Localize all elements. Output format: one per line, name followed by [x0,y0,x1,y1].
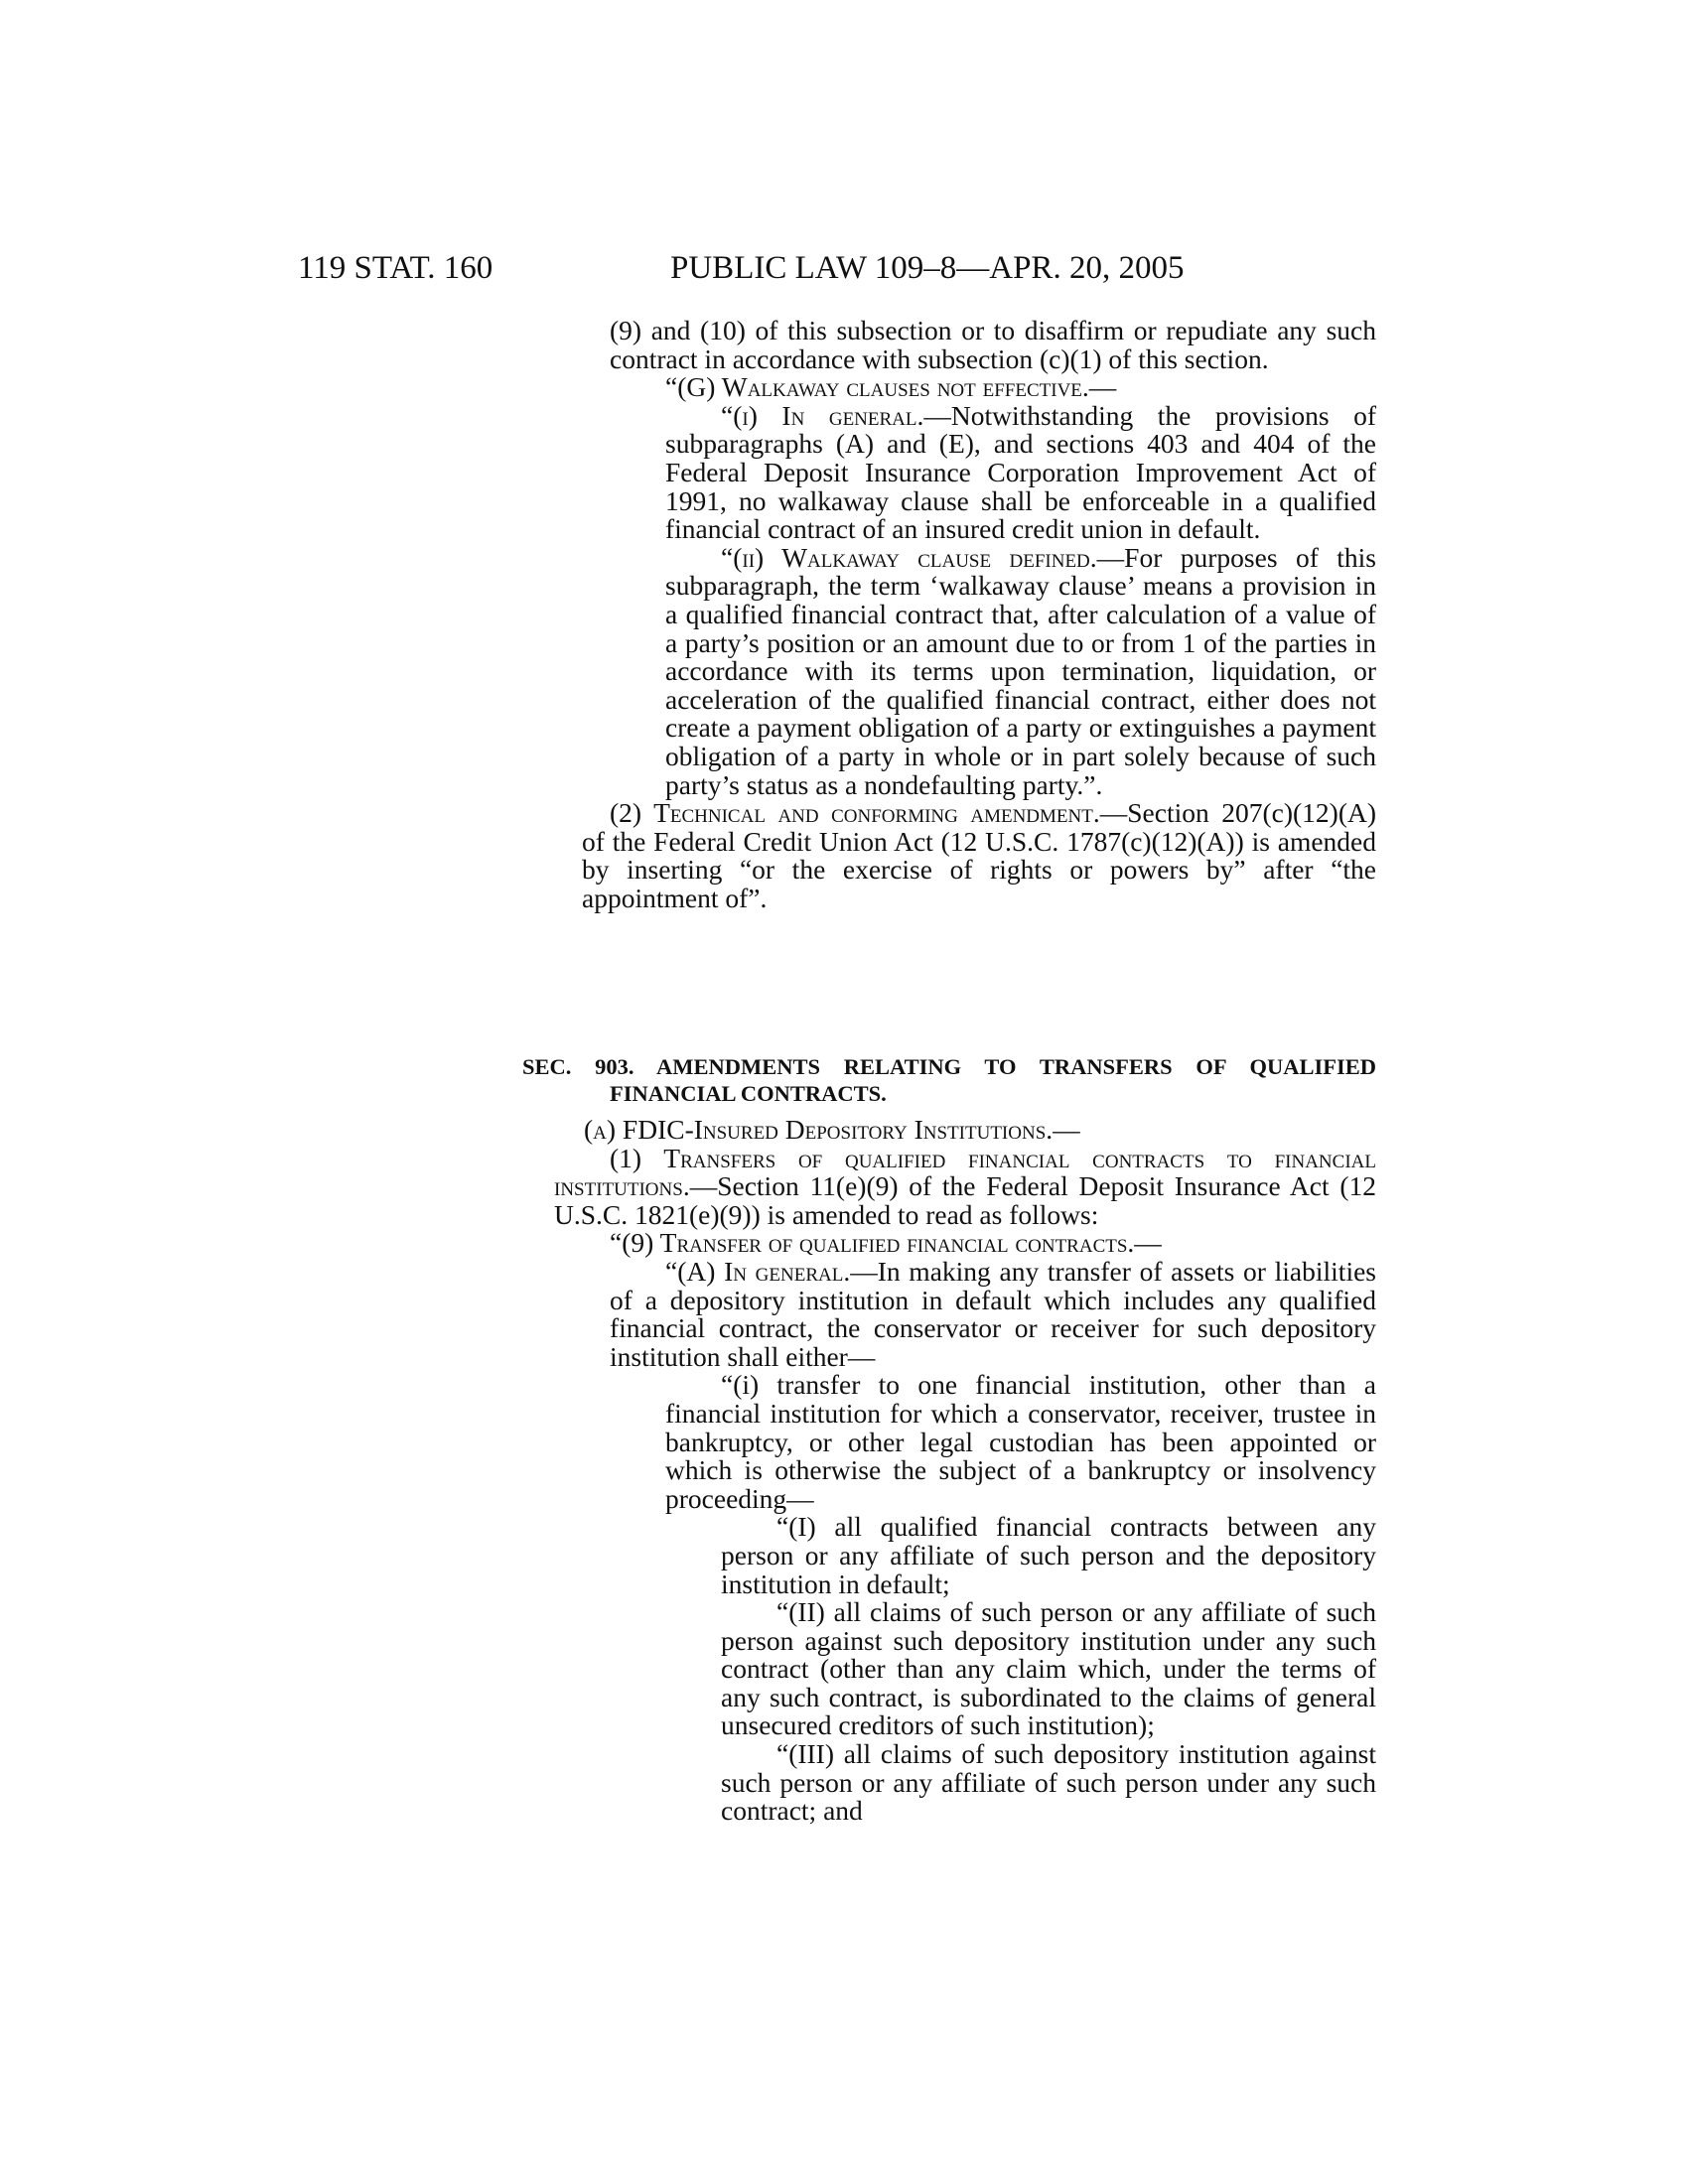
subparagraph-a-text: —In making any transfer of assets or liabilities of a depository institution in default which includes any qualified financial contract, the conservator or receiver for such depository institution shall either— [610,1255,1376,1372]
paragraph-2-heading: (2) Technical and conforming amendment. [610,797,1100,829]
running-title: PUBLIC LAW 109–8—APR. 20, 2005 [670,250,1185,286]
subparagraph-a-heading: “(A) In general. [665,1255,851,1287]
paragraph-9-heading [554,1229,1376,1258]
paragraph-1 [554,1142,1376,1230]
section-heading-line-2: FINANCIAL CONTRACTS. [610,1081,887,1106]
clause-i-text: —Notwithstanding the provisions of subparagraphs (A) and (E), and sections 403 and 404 of the Federal Deposit Insurance Corporation Improvement Act of 1991, no walkaway clause shall be enforceable in a qualified financial contract of an insured credit union in default. [665,399,1376,545]
upper-text-block [582,315,1376,913]
subclause-I: “(I) all qualified financial contracts between any person or any affiliate of such person and the depository institution in default; [721,1511,1376,1599]
subclause-III: “(III) all claims of such depository institution against such person or any affiliate of such person under any such contract; and [721,1738,1376,1827]
clause-ii-text: —For purposes of this subparagraph, the term ‘walkaway clause’ means a provision in a qualified financial contract that, after calculation of a value of a party’s position or an amount due to or from 1 of the parties in accordance with its terms upon termination, liquidation, or acceleration of the qualified financial contract, either does not create a payment obligation of a party or extinguishes a payment obligation of a party in whole or in part solely because of such party’s status as a nondefaulting party.”. [665,541,1376,800]
subsection-a-heading [554,1116,1376,1145]
clause-i-heading: “(i) In general. [721,399,924,431]
clause-i-paragraph [610,399,1376,545]
paragraph-2-text: —Section 207(c)(12)(A) of the Federal Credit Union Act (12 U.S.C. 1787(c)(12)(A)) is amended by inserting “or the exercise of rights or powers by” after “the appointment of”. [582,797,1376,913]
paragraph-1-text: —Section 11(e)(9) of the Federal Deposit Insurance Act (12 U.S.C. 1821(e)(9)) is amended to read as follows: [554,1170,1376,1230]
subparagraph-a [554,1255,1376,1372]
section-heading-line-1: SEC. 903. AMENDMENTS RELATING TO TRANSFERS OF QUALIFIED [522,1054,1376,1079]
clause-i: “(i) transfer to one financial institution, other than a financial institution for which a conservator, receiver, trustee in bankruptcy, or other legal custodian has been appointed or which is otherwise the subject of a bankruptcy or insolvency proceeding— [665,1369,1376,1514]
paragraph-2 [582,799,1376,912]
lower-text-block [554,1116,1376,1826]
paragraph-1-heading: (1) Transfers of qualified financial contracts to financial institutions. [554,1142,1376,1202]
page-reference: 119 STAT. 160 [298,250,493,286]
section-heading [522,1053,1376,1107]
subparagraph-g-heading [610,373,1376,402]
continuation-paragraph: (9) and (10) of this subsection or to disaffirm or repudiate any such contract in accordance with subsection (c)(1) of this section. [610,315,1376,374]
clause-ii-paragraph [610,541,1376,800]
subclause-II: “(II) all claims of such person or any affiliate of such person against such depository institution under any such contract (other than any claim which, under the terms of any such contract, is subordinated to the claims of general unsecured creditors of such institution); [721,1596,1376,1741]
subsection-a-title: (a) FDIC-Insured Depository Institutions.— [584,1114,1080,1145]
subparagraph-g-title: “(G) Walkaway clauses not effective.— [665,371,1117,403]
paragraph-9-title: “(9) Transfer of qualified financial contracts.— [610,1227,1162,1259]
clause-ii-heading: “(ii) Walkaway clause defined. [721,541,1097,573]
